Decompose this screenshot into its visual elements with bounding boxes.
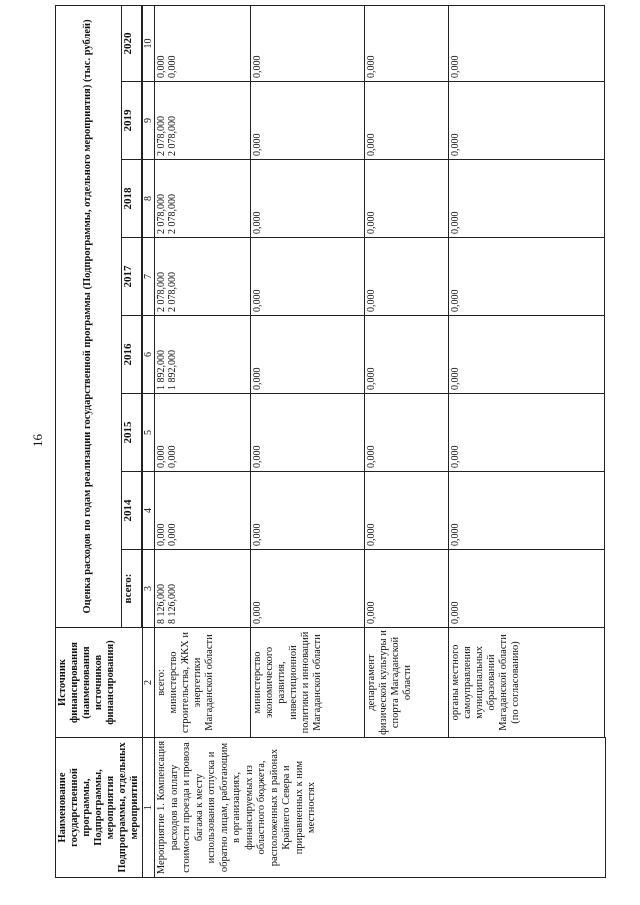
cell-2015: 0,000 bbox=[251, 394, 365, 472]
colnum-6: 6 bbox=[143, 316, 155, 394]
colnum-2: 2 bbox=[143, 628, 155, 738]
cell-2017 bbox=[155, 238, 251, 316]
value: 0,000 bbox=[167, 55, 178, 78]
value: 2 078,000 bbox=[167, 116, 178, 156]
cell-2014: 0,000 bbox=[449, 472, 605, 550]
cell-2016 bbox=[155, 316, 251, 394]
header-year-2020: 2020 bbox=[121, 5, 141, 81]
colnum-3: 3 bbox=[143, 550, 155, 628]
value: 2 078,000 bbox=[167, 194, 178, 234]
header-year-2017: 2017 bbox=[121, 238, 141, 316]
value: 0,000 bbox=[156, 55, 167, 78]
cell-2016: 0,000 bbox=[449, 316, 605, 394]
measure-name: Мероприятие 1. Компенсация расходов на оплату стоимости проезда и провоза багажа к месту использования отпуска и обратно лицам, работающим в организациях, финансируемых из областного бюджета, расположенных в районах Крайнего Севера и приравненных к ним местностях bbox=[155, 738, 606, 878]
cell-2020: 0,000 bbox=[449, 5, 605, 81]
value: 0,000 bbox=[156, 523, 167, 546]
cell-total: 0,000 bbox=[251, 550, 365, 628]
cell-2019: 0,000 bbox=[365, 82, 449, 160]
cell-total bbox=[155, 550, 251, 628]
value: 2 078,000 bbox=[156, 116, 167, 156]
cell-2015 bbox=[155, 394, 251, 472]
value: 8 126,000 bbox=[156, 584, 167, 624]
value: 1 892,000 bbox=[156, 350, 167, 390]
colnum-8: 8 bbox=[143, 160, 155, 238]
row-source-sport-department: департамент физической культуры и спорта Магаданской области bbox=[365, 628, 449, 738]
value: 2 078,000 bbox=[167, 272, 178, 312]
colnum-1: 1 bbox=[143, 738, 155, 878]
cell-total: 0,000 bbox=[365, 550, 449, 628]
header-name: Наименование государственной программы, Подпрограммы, мероприятия Подпрограммы, отдельных мероприятий bbox=[56, 738, 143, 878]
colnum-9: 9 bbox=[143, 82, 155, 160]
header-row-1 bbox=[56, 5, 122, 877]
row-source-ministry-economy: министерство экономического развития, инвестиционной политики и инноваций Магаданской области bbox=[251, 628, 365, 738]
cell-total: 0,000 bbox=[449, 550, 605, 628]
cell-2014 bbox=[155, 472, 251, 550]
value: 0,000 bbox=[167, 445, 178, 468]
table-row bbox=[155, 5, 251, 877]
colnum-4: 4 bbox=[143, 472, 155, 550]
cell-2014: 0,000 bbox=[251, 472, 365, 550]
cell-2019: 0,000 bbox=[251, 82, 365, 160]
row-source bbox=[155, 628, 251, 738]
value: 8 126,000 bbox=[167, 584, 178, 624]
header-year-2016: 2016 bbox=[121, 316, 141, 394]
cell-2018: 0,000 bbox=[449, 160, 605, 238]
value: 2 078,000 bbox=[156, 272, 167, 312]
header-year-2014: 2014 bbox=[121, 472, 141, 550]
cell-2018 bbox=[155, 160, 251, 238]
colnum-5: 5 bbox=[143, 394, 155, 472]
colnum-10: 10 bbox=[143, 5, 155, 81]
page-number: 16 bbox=[30, 434, 45, 447]
cell-2014: 0,000 bbox=[365, 472, 449, 550]
value: 1 892,000 bbox=[167, 350, 178, 390]
header-source: Источник финансирования (наименования источников финансирования) bbox=[56, 628, 143, 738]
column-number-row bbox=[143, 5, 155, 877]
cell-2017: 0,000 bbox=[449, 238, 605, 316]
value: 0,000 bbox=[156, 445, 167, 468]
row-source-local-government: органы местного самоуправления муниципальных образований Магаданской области (по согласованию) bbox=[449, 628, 605, 738]
cell-2020: 0,000 bbox=[365, 5, 449, 81]
header-estimate-title: Оценка расходов по годам реализации государственной программы (Подпрограммы, отдельного мероприятия) (тыс. рублей) bbox=[56, 5, 122, 627]
row-source-ministry-construction: министерство строительства, ЖКХ и энергетики Магаданской области bbox=[168, 632, 215, 733]
cell-2017: 0,000 bbox=[365, 238, 449, 316]
row-source-total: всего: bbox=[156, 669, 167, 696]
rotated-table-wrapper bbox=[55, 6, 585, 878]
cell-2017: 0,000 bbox=[251, 238, 365, 316]
header-year-2019: 2019 bbox=[121, 82, 141, 160]
cell-2015: 0,000 bbox=[365, 394, 449, 472]
cell-2016: 0,000 bbox=[365, 316, 449, 394]
expenditure-table bbox=[55, 5, 606, 878]
header-year-2015: 2015 bbox=[121, 394, 141, 472]
header-total: всего: bbox=[121, 550, 141, 628]
cell-2016: 0,000 bbox=[251, 316, 365, 394]
cell-2020 bbox=[155, 5, 251, 81]
colnum-7: 7 bbox=[143, 238, 155, 316]
cell-2018: 0,000 bbox=[251, 160, 365, 238]
cell-2018: 0,000 bbox=[365, 160, 449, 238]
value: 0,000 bbox=[167, 523, 178, 546]
cell-2019 bbox=[155, 82, 251, 160]
cell-2015: 0,000 bbox=[449, 394, 605, 472]
cell-2019: 0,000 bbox=[449, 82, 605, 160]
cell-2020: 0,000 bbox=[251, 5, 365, 81]
value: 2 078,000 bbox=[156, 194, 167, 234]
header-year-2018: 2018 bbox=[121, 160, 141, 238]
